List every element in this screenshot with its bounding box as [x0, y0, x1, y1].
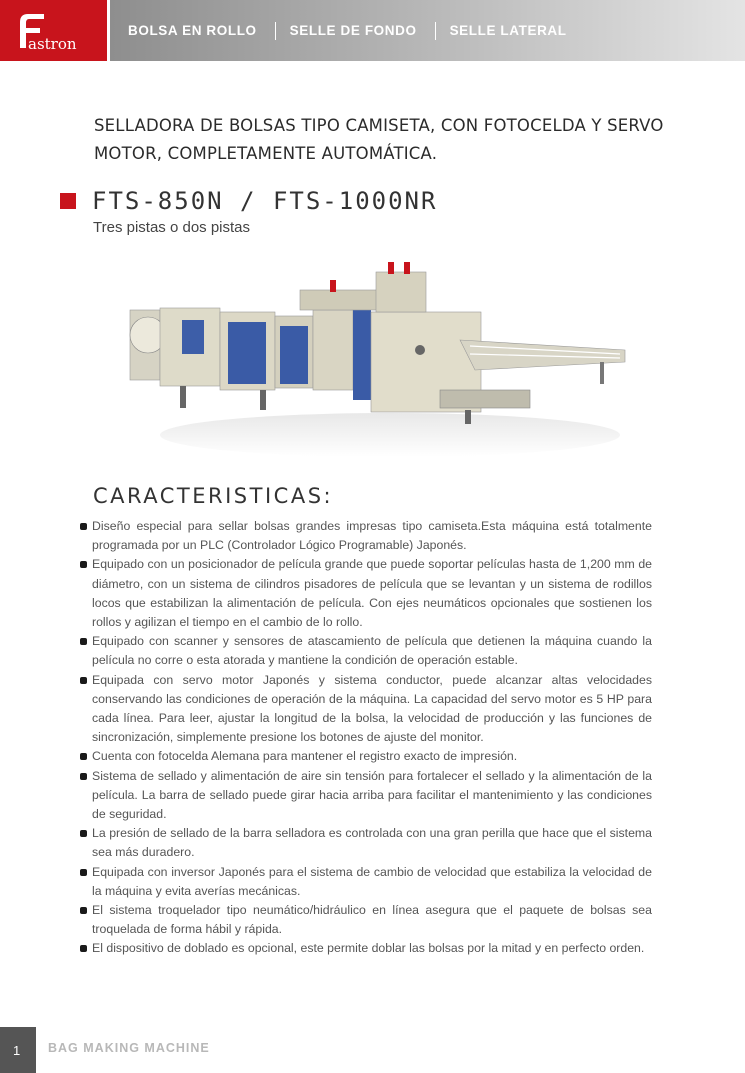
list-item [80, 747, 652, 766]
feature-text: Equipada con servo motor Japonés y sistema conductor, puede alcanzar altas velocidades conservando las condiciones de operación de la máquina. La capacidad del servo motor es 5 HP para cada línea. Para leer, ajustar la longitud de la bolsa, la velocidad de producción y las funciones de sincronización, simplemente presione los botones de ajuste del monitor. [92, 672, 652, 745]
features-title: CARACTERISTICAS: [93, 484, 334, 508]
model-title: FTS-850N / FTS-1000NR [92, 187, 438, 215]
list-item [80, 671, 652, 748]
bullet-icon [80, 945, 87, 952]
list-item [80, 863, 652, 901]
bullet-icon [80, 773, 87, 780]
feature-text: Sistema de sellado y alimentación de aire sin tensión para fortalecer el sellado y la alimentación de la película. La barra de sellado puede girar hacia arriba para facilitar el mantenimiento y las condiciones de seguridad. [92, 768, 652, 822]
nav-divider [275, 22, 276, 40]
bullet-icon [80, 523, 87, 530]
bullet-icon [80, 638, 87, 645]
logo-text: astron [28, 35, 77, 53]
footer-label: BAG MAKING MACHINE [48, 1041, 210, 1055]
bullet-icon [80, 677, 87, 684]
nav-bolsa-en-rollo[interactable]: BOLSA EN ROLLO [128, 23, 257, 38]
feature-text: Equipado con un posicionador de película grande que puede soportar películas hasta de 1,200 mm de diámetro, con un sistema de cilindros pisadores de película que se levantan y un sistema de rodillos locos que estabilizan la alimentación de película. Con ejes neumáticos opcionales que sostienen los rollos y agilizan el tiempo en el cambio de lo rollo. [92, 557, 652, 630]
top-nav [110, 0, 745, 61]
nav-divider [435, 22, 436, 40]
list-item [80, 767, 652, 825]
list-item [80, 939, 652, 958]
fastron-logo[interactable] [0, 0, 107, 61]
bullet-icon [80, 869, 87, 876]
model-subtitle: Tres pistas o dos pistas [93, 219, 251, 236]
nav-selle-de-fondo[interactable]: SELLE DE FONDO [289, 23, 417, 38]
list-item [80, 901, 652, 939]
feature-text: La presión de sellado de la barra selladora es controlada con una gran perilla que hace que el sistema sea más duradero. [92, 826, 652, 860]
machine-image [120, 250, 640, 460]
page-number: 1 [0, 1027, 36, 1073]
list-item [80, 824, 652, 862]
page-headline: SELLADORA DE BOLSAS TIPO CAMISETA, CON FOTOCELDA Y SERVO MOTOR, COMPLETAMENTE AUTOMÁTICA. [94, 116, 664, 163]
nav-selle-lateral[interactable]: SELLE LATERAL [449, 23, 567, 38]
page-header [0, 0, 745, 61]
model-heading [60, 187, 437, 215]
feature-text: El dispositivo de doblado es opcional, este permite doblar las bolsas por la mitad y en perfecto orden. [92, 941, 645, 956]
list-item [80, 555, 652, 632]
feature-text: Equipado con scanner y sensores de atascamiento de película que detienen la máquina cuando la película no corre o esta atorada y mantiene la condición de operación estable. [92, 634, 652, 668]
feature-text: Diseño especial para sellar bolsas grandes impresas tipo camiseta.Esta máquina está totalmente programada por un PLC (Controlador Lógico Programable) Japonés. [92, 519, 652, 553]
bullet-icon [80, 830, 87, 837]
bullet-icon [80, 907, 87, 914]
bullet-icon [80, 753, 87, 760]
red-square-icon [60, 193, 76, 209]
feature-text: Cuenta con fotocelda Alemana para mantener el registro exacto de impresión. [92, 749, 518, 764]
bullet-icon [80, 561, 87, 568]
list-item [80, 517, 652, 555]
list-item [80, 632, 652, 670]
features-list [80, 517, 652, 959]
feature-text: Equipada con inversor Japonés para el sistema de cambio de velocidad que estabiliza la velocidad de la máquina y evita averías mecánicas. [92, 864, 652, 898]
feature-text: El sistema troquelador tipo neumático/hidráulico en línea asegura que el paquete de bolsas sea troquelada de forma hábil y rápida. [92, 903, 652, 937]
